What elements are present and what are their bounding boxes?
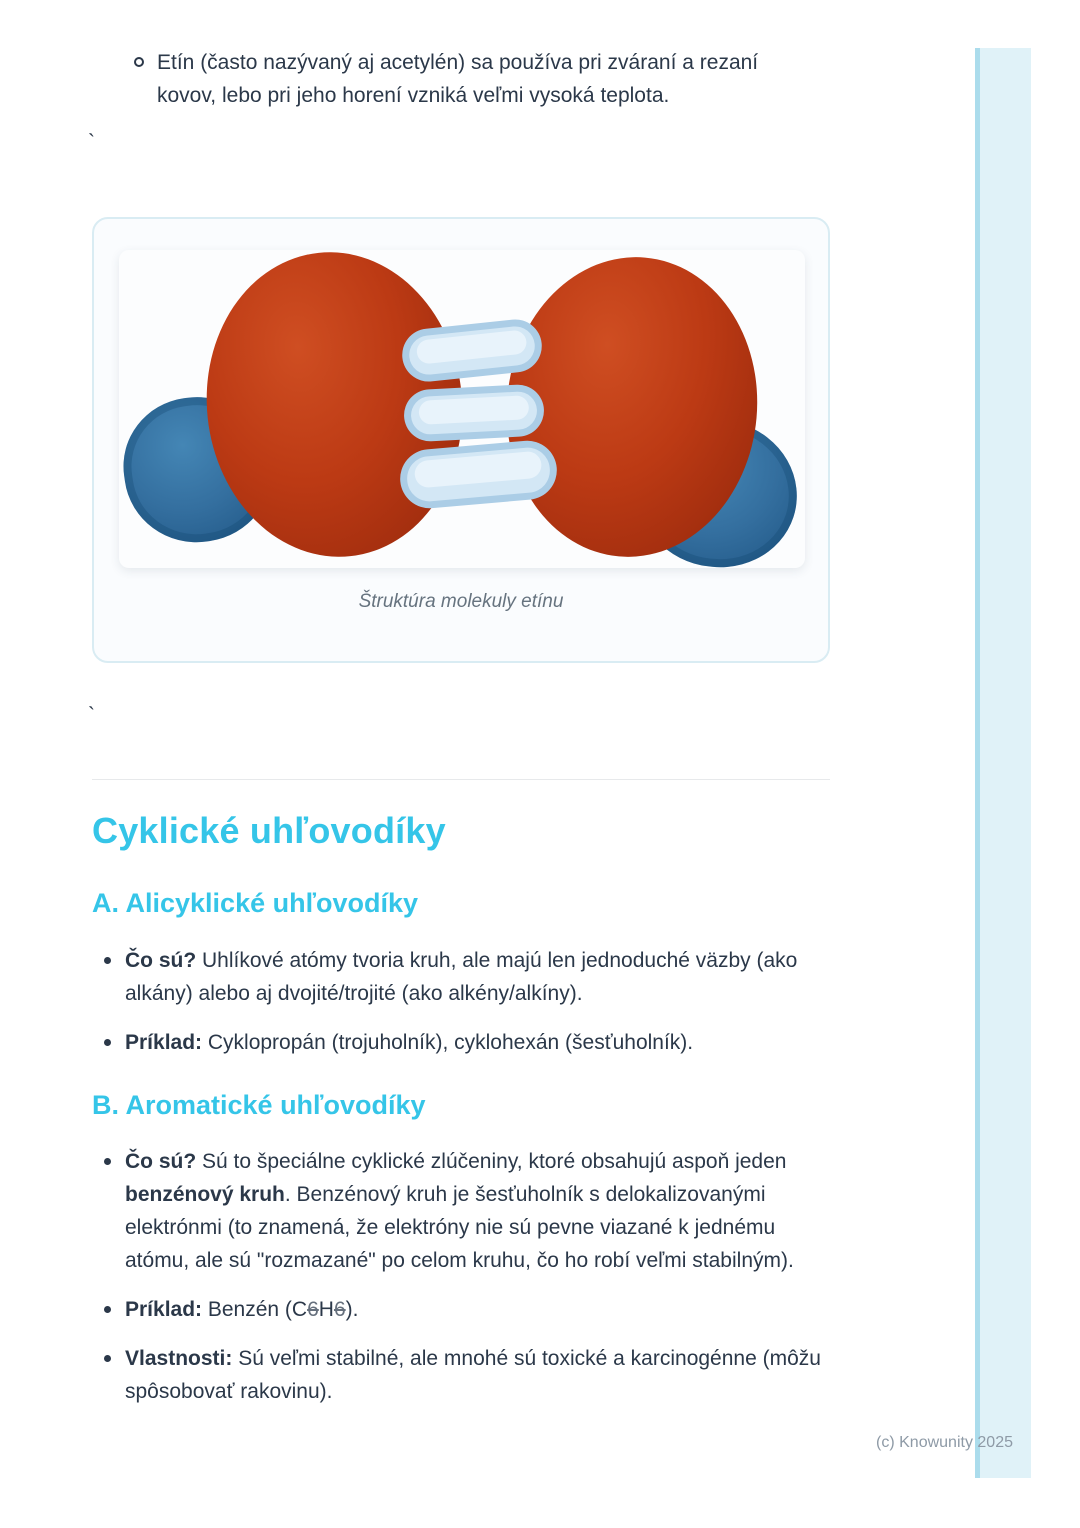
- stray-backtick-bottom: `: [88, 704, 95, 727]
- figure-caption: Štruktúra molekuly etínu: [358, 591, 564, 612]
- subsection-heading-aromatic: B. Aromatické uhľovodíky: [92, 1090, 426, 1120]
- subsection-heading-alicyclic: A. Alicyklické uhľovodíky: [92, 888, 419, 918]
- intro-bullet-item: [92, 46, 812, 112]
- aromatic-bullet-list: [92, 1145, 830, 1424]
- copyright-watermark: (c) Knowunity 2025: [876, 1434, 1013, 1451]
- right-margin-stripe: [975, 48, 1031, 1478]
- triple-bond-bar-2: [403, 383, 546, 442]
- molecule-figure-card: [92, 217, 830, 663]
- list-item: [92, 1026, 830, 1059]
- list-item: [92, 1145, 830, 1277]
- bullet-text: Čo sú? Sú to špeciálne cyklické zlúčeniny, ktoré obsahujú aspoň jeden benzénový kruh. Benzénový kruh je šesťuholník s delokalizovanými elektrónmi (to znamená, že elektróny nie sú pevne viazané k jednému atómu, ale sú "rozmazané" po celom kruhu, čo ho robí veľmi stabilným).: [125, 1150, 794, 1272]
- molecule-image: [119, 250, 805, 568]
- list-item: [92, 1342, 830, 1408]
- bullet-text: Príklad: Cyklopropán (trojuholník), cyklohexán (šesťuholník).: [125, 1031, 694, 1054]
- bullet-text: Vlastnosti: Sú veľmi stabilné, ale mnohé sú toxické a karcinogénne (môžu spôsobovať rakovinu).: [125, 1347, 821, 1403]
- bullet-text: Čo sú? Uhlíkové atómy tvoria kruh, ale majú len jednoduché väzby (ako alkány) alebo aj dvojité/trojité (ako alkény/alkíny).: [125, 949, 798, 1005]
- bullet-text: Príklad: Benzén (C6H6).: [125, 1298, 359, 1321]
- section-heading-cyclic-hydrocarbons: Cyklické uhľovodíky: [92, 810, 446, 851]
- hollow-bullet-icon: [134, 57, 144, 67]
- list-item: [92, 944, 830, 1010]
- intro-bullet-text: Etín (často nazývaný aj acetylén) sa používa pri zváraní a rezaní kovov, lebo pri jeho horení vzniká veľmi vysoká teplota.: [157, 51, 759, 107]
- section-divider: [92, 779, 830, 780]
- stray-backtick-top: `: [88, 131, 95, 154]
- alicyclic-bullet-list: [92, 944, 830, 1075]
- list-item: [92, 1293, 830, 1326]
